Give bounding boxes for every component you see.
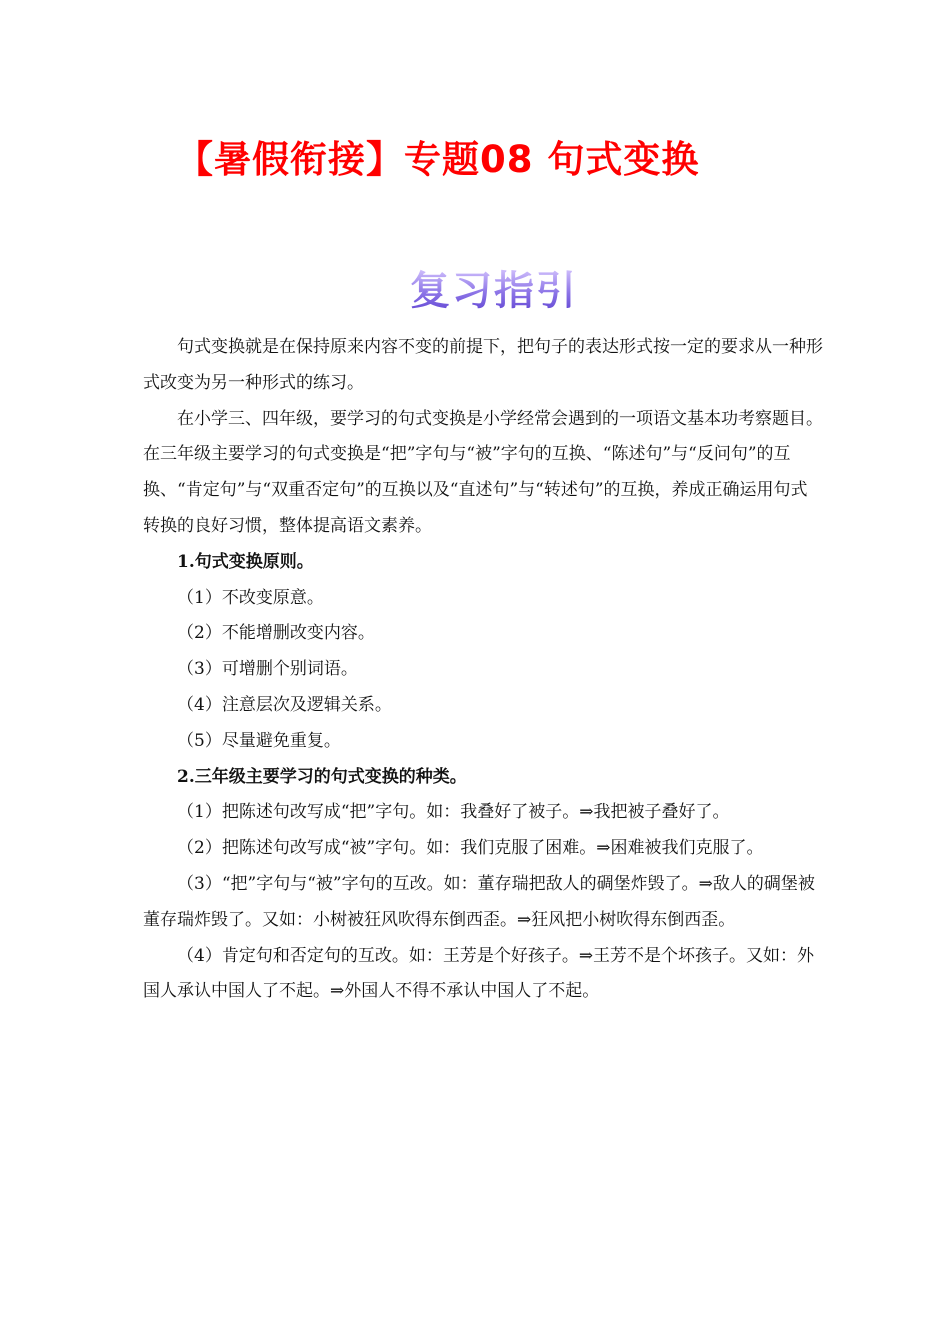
list-item: （5）尽量避免重复。: [177, 730, 341, 751]
list-item: （3）“把”字句与“被”字句的互改。如：董存瑞把敌人的碉堡炸毁了。⇒敌人的碉堡被董存瑞炸毁了。又如：小树被狂风吹得东倒西歪。⇒狂风把小树吹得东倒西歪。: [143, 873, 815, 930]
list-item: （1）把陈述句改写成“把”字句。如：我叠好了被子。⇒我把被子叠好了。: [177, 802, 730, 823]
list-item: （2）把陈述句改写成“被”字句。如：我们克服了困难。⇒困难被我们克服了。: [177, 838, 764, 859]
section-heading: 1.句式变换原则。: [177, 551, 314, 572]
intro-paragraph: 句式变换就是在保持原来内容不变的前提下，把句子的表达形式按一定的要求从一种形式改变为另一种形式的练习。: [143, 337, 823, 393]
list-item: （4）注意层次及逻辑关系。: [177, 694, 392, 715]
section-heading: 2.三年级主要学习的句式变换的种类。: [177, 766, 467, 787]
section-banner: 复习指引: [410, 266, 600, 316]
list-item: （1）不改变原意。: [177, 587, 324, 608]
page-title: 【暑假衔接】专题08 句式变换: [176, 138, 700, 181]
document-body: [143, 330, 823, 1010]
list-item: （3）可增删个别词语。: [177, 659, 358, 680]
intro-paragraph: 在小学三、四年级，要学习的句式变换是小学经常会遇到的一项语文基本功考察题目。在三年级主要学习的句式变换是“把”字句与“被”字句的互换、“陈述句”与“反问句”的互换、“肯定句”与“双重否定句”的互换以及“直述句”与“转述句”的互换，养成正确运用句式转换的良好习惯，整体提高语文素养。: [143, 408, 823, 536]
list-item: （4）肯定句和否定句的互改。如：王芳是个好孩子。⇒王芳不是个坏孩子。又如：外国人承认中国人了不起。⇒外国人不得不承认中国人了不起。: [143, 945, 815, 1002]
list-item: （2）不能增删改变内容。: [177, 623, 375, 644]
